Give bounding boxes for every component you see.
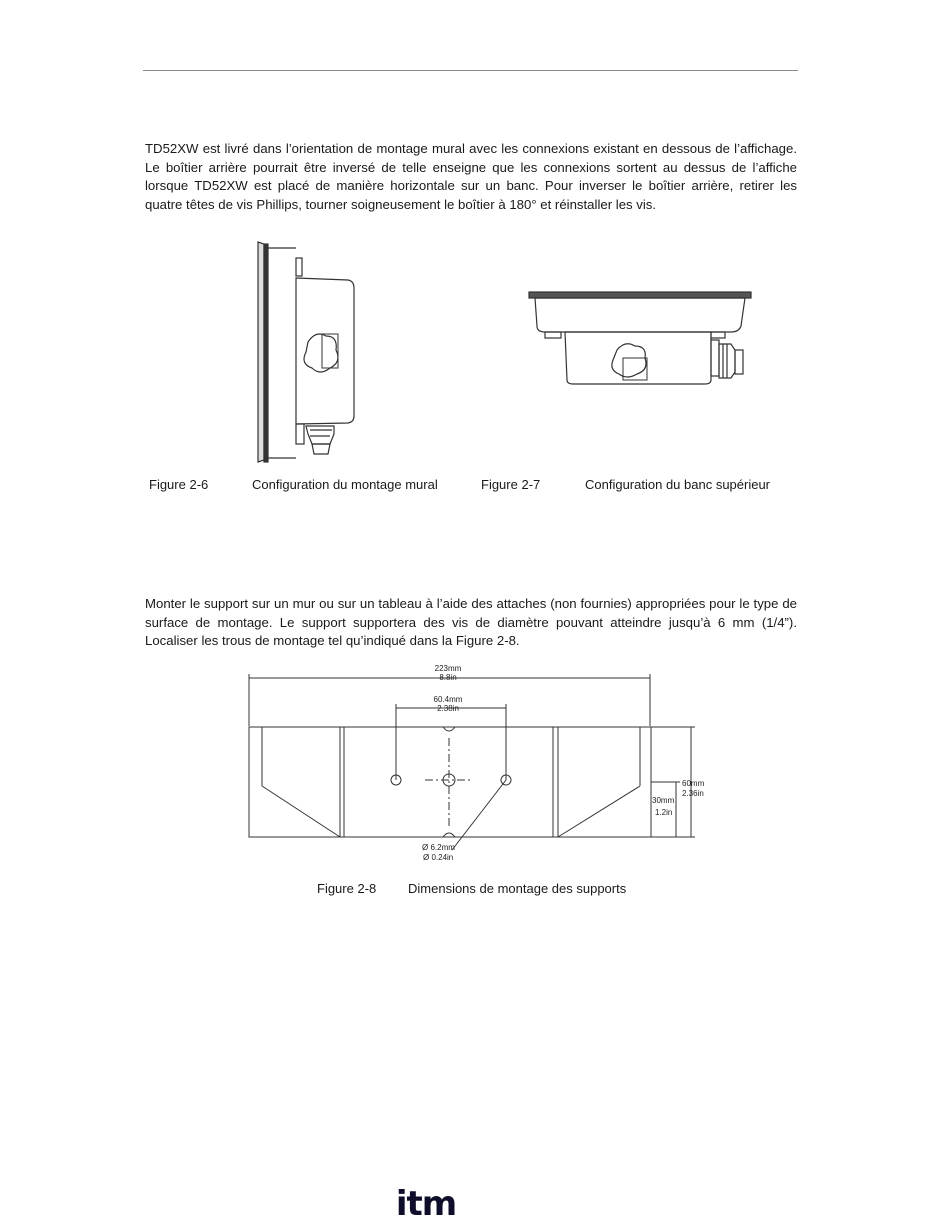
itm-logo [390,1186,462,1220]
dim-spacing-mm: 60.4mm [433,695,463,704]
figure-2-8-caption: Dimensions de montage des supports [408,881,627,896]
dim-spacing-in: 2.38in [437,704,459,713]
intro-paragraph: TD52XW est livré dans l’orientation de montage mural avec les connexions existant en dessous de l’affichage. Le boîtier arrière pourrait être inversé de telle enseigne que les connexions sortent au dessus de l’affiche lorsque TD52XW est placé de manière horizontale sur un banc. Pour inverser le boîtier arrière, retirer les quatre têtes de vis Phillips, tourner soigneusement le boîtier à 180° et réinstaller les vis. [145,141,797,212]
mounting-paragraph: Monter le support sur un mur ou sur un tableau à l’aide des attaches (non fournies) appropriées pour le type de surface de montage. Le support supportera des vis de diamètre pouvant atteindre jusqu’à 6 mm (1/4”). Localiser les trous de montage tel qu’indiqué dans la Figure 2-8. [145,596,797,648]
dim-half-height-mm: 30mm [652,796,675,805]
figure-2-7-number: Figure 2-7 [481,477,541,492]
figure-2-7-caption: Configuration du banc supérieur [585,477,771,492]
dim-height-in: 2.36in [682,789,704,798]
figure-2-6-caption: Configuration du montage mural [252,477,438,492]
dim-width-mm: 223mm [434,664,462,673]
figure-2-6-drawing [250,238,370,468]
figure-2-8-number: Figure 2-8 [317,881,377,896]
itm-logo-text: itm [395,1186,457,1220]
dim-hole-dia-mm: Ø 6.2mm [422,843,455,852]
figure-2-8-drawing [240,660,720,870]
figure-2-6-number: Figure 2-6 [149,477,209,492]
dim-half-height-in: 1.2in [655,808,673,817]
dim-hole-dia-in: Ø 0.24in [423,853,454,862]
header-rule [143,70,798,71]
dim-width-in: 8.8in [439,673,457,682]
figure-2-7-drawing [525,288,775,393]
dim-height-mm: 60mm [682,779,705,788]
